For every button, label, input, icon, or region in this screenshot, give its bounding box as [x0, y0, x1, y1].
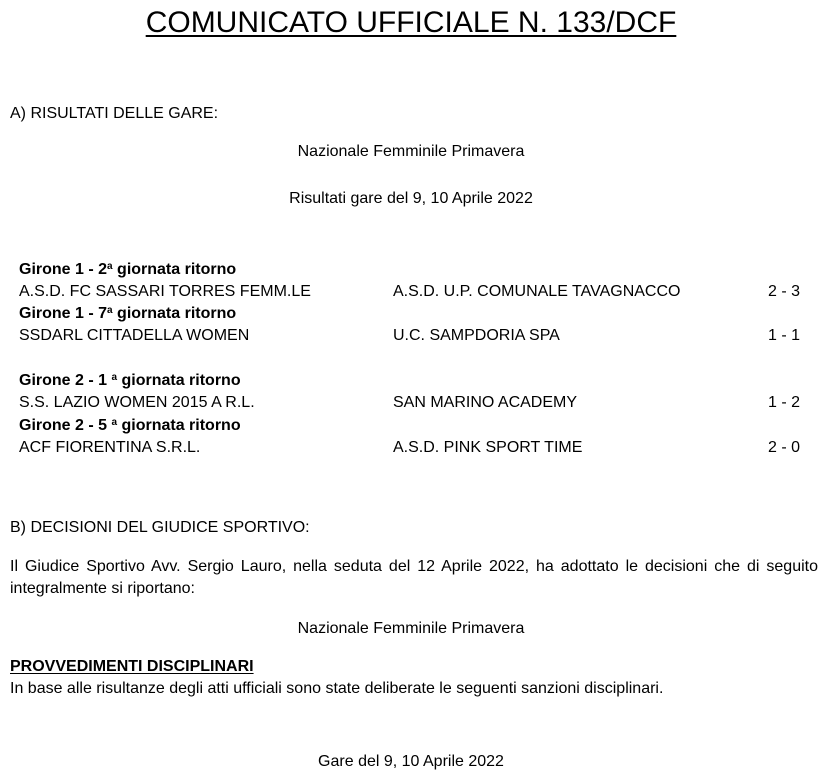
girone-label-prefix: Girone 2 - 1	[19, 372, 112, 389]
provvedimenti-text: In base alle risultanze degli atti ufficiali sono state deliberate le seguenti sanzioni disciplinari.	[10, 680, 664, 697]
home-team: ACF FIORENTINA S.R.L.	[19, 439, 201, 456]
girone-label-prefix: Girone 2 - 5	[19, 417, 112, 434]
girone-label-sup: a	[107, 261, 113, 272]
girone-label-suffix: giornata ritorno	[112, 261, 237, 278]
match-score: 2 - 0	[767, 439, 800, 456]
results-date: Risultati gare del 9, 10 Aprile 2022	[289, 190, 533, 207]
judge-intro-paragraph: Il Giudice Sportivo Avv. Sergio Lauro, nella seduta del 12 Aprile 2022, ha adottato le decisioni che di seguito integralmente si riportano:	[10, 558, 818, 597]
match-row	[19, 326, 800, 346]
match-row	[19, 438, 800, 458]
girone-label-sup: a	[111, 372, 118, 383]
girone-label-suffix: giornata ritorno	[117, 417, 241, 434]
girone-label	[19, 371, 241, 391]
girone-label	[19, 416, 241, 436]
document-title: COMUNICATO UFFICIALE N. 133/DCF	[145, 6, 677, 39]
girone-label-suffix: giornata ritorno	[117, 372, 241, 389]
girone-label-sup: a	[111, 417, 118, 428]
provvedimenti-heading: PROVVEDIMENTI DISCIPLINARI	[10, 658, 254, 675]
section-a-competition: Nazionale Femminile Primavera	[297, 143, 525, 160]
section-b-heading: B) DECISIONI DEL GIUDICE SPORTIVO:	[10, 519, 310, 536]
match-row	[19, 393, 800, 413]
matches-date: Gare del 9, 10 Aprile 2022	[318, 753, 504, 770]
girone-label	[19, 260, 236, 280]
home-team: S.S. LAZIO WOMEN 2015 A R.L.	[19, 394, 255, 411]
away-team: A.S.D. U.P. COMUNALE TAVAGNACCO	[393, 283, 681, 300]
home-team: A.S.D. FC SASSARI TORRES FEMM.LE	[19, 283, 311, 300]
girone-label-suffix: giornata ritorno	[112, 305, 237, 322]
match-row	[19, 282, 800, 302]
girone-label-prefix: Girone 1 - 7	[19, 305, 108, 322]
home-team: SSDARL CITTADELLA WOMEN	[19, 327, 250, 344]
girone-label-prefix: Girone 1 - 2	[19, 261, 108, 278]
girone-label-sup: a	[107, 305, 113, 316]
section-b-competition: Nazionale Femminile Primavera	[297, 620, 525, 637]
girone-label	[19, 304, 236, 324]
match-score: 1 - 1	[767, 327, 800, 344]
away-team: SAN MARINO ACADEMY	[393, 394, 578, 411]
away-team: A.S.D. PINK SPORT TIME	[393, 439, 583, 456]
section-a-heading: A) RISULTATI DELLE GARE:	[10, 105, 219, 122]
match-score: 2 - 3	[767, 283, 800, 300]
match-score: 1 - 2	[767, 394, 800, 411]
away-team: U.C. SAMPDORIA SPA	[393, 327, 560, 344]
